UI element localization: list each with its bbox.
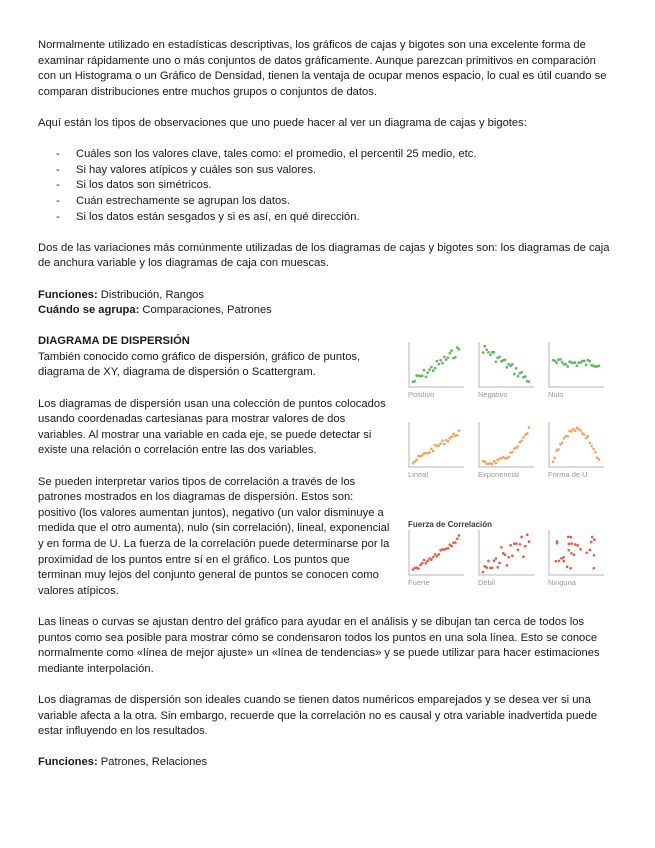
scatter-point [448,352,451,355]
scatter-point [491,567,494,570]
scatter-thumbnail-plot [548,530,604,576]
scatter-point [574,543,577,546]
scatter-thumbnail-plot [408,422,464,468]
scatter-point [423,369,426,372]
scatter-point [590,445,593,448]
correlation-strength-title: Fuerza de Correlación [408,520,493,530]
scatter-point [432,370,435,373]
scatter-thumbnails-figure [408,342,618,602]
scatter-point [593,539,596,542]
scatter-point [504,554,507,557]
scatter-point [526,433,529,436]
thumbnail-label: Fuerte [408,578,430,588]
scatter-point [493,560,496,563]
scatter-point [588,360,591,363]
scatter-thumbnail-plot [478,422,534,468]
scatter-point [447,440,450,443]
scatter-thumbnail [548,342,604,400]
observations-list [38,147,616,225]
scatter-point [554,560,557,563]
scatter-point [417,568,420,571]
scatter-point [568,543,571,546]
functions-value: Distribución, Rangos [97,288,205,301]
scatter-point [430,448,433,451]
scatter-point [434,367,437,370]
grouped-value: Comparaciones, Patrones [139,304,272,317]
scatter-point [498,356,501,359]
scatter-point [447,547,450,550]
thumbnail-label: Positivo [408,390,435,400]
scatter-point [515,543,518,546]
list-item: - Si los datos son simétricos. [56,178,616,194]
thumbnail-label: Lineal [408,470,429,480]
scatter-point [423,559,426,562]
scatter-point [482,352,485,355]
scatter-point [430,559,433,562]
scatter-point [579,429,582,432]
scatter-point [506,366,509,369]
scatter-thumbnail [548,530,604,588]
scatter-paragraph-4: Las líneas o curvas se ajustan dentro del gráfico para ayudar en el análisis y se dibujan tan cerca de todos los puntos como sea posible para mostrar cómo se condensaron todos los puntos en una sola línea. Esto se conoce normalmente como «línea de mejor ajuste» un «línea de tendencias» y se puede utilizar para hacer estimaciones mediante interpolación. [38,615,600,675]
scatter-point [574,430,577,433]
scatter-paragraph-2: Los diagramas de dispersión usan una colección de puntos colocados usando coordenadas cartesianas para mostrar valores de dos variables. Al mostrar una variable en cada eje, se puede detectar si existe una relación o correlación entre las dos variables. [38,397,386,457]
scatter-point [504,359,507,362]
scatter-point [517,375,520,378]
scatter-point [498,562,501,565]
scatter-thumbnail [408,422,464,480]
scatter-point [585,364,588,367]
functions-label: Funciones: [38,288,98,301]
scatter-point [421,562,424,565]
variations-paragraph: Dos de las variaciones más comúnmente utilizadas de los diagramas de cajas y bigotes son: los diagramas de caja de anchura variable y los diagramas de caja con muescas. [38,241,610,270]
scatter-section [38,334,616,599]
scatter-point [520,371,523,374]
scatter-point [443,443,446,446]
document-page [38,38,616,771]
thumbnail-label: Débil [478,578,496,588]
scatter-point [561,442,564,445]
scatter-point [558,560,561,563]
list-item: - Si hay valores atípicos y cuáles son sus valores. [56,163,616,179]
scatter-point [566,566,569,569]
scatter-point [482,571,485,574]
scatter-point [517,549,520,552]
scatter-point [576,544,579,547]
scatter-point [483,461,486,464]
scatter-point [591,536,594,539]
scatter-point [570,430,573,433]
scatter-point [432,450,435,453]
scatter-point [511,451,514,454]
scatter-functions-value: Patrones, Relaciones [97,756,208,769]
scatter-point [590,541,593,544]
scatter-point [415,459,418,462]
scatter-thumbnail-plot [408,530,464,576]
scatter-point [443,356,446,359]
scatter-point [496,566,499,569]
scatter-point [506,564,509,567]
scatter-point [576,365,579,368]
scatter-point [559,358,562,361]
scatter-point [556,542,559,545]
scatter-point [565,363,568,366]
scatter-point [592,448,595,451]
scatter-point [447,357,450,360]
intro-paragraph: Normalmente utilizado en estadísticas descriptivas, los gráficos de cajas y bigotes son una excelente forma de examinar rápidamente uno o más conjuntos de datos gráficamente. Aunque parezcan primitivos en comparación con un Histograma o un Gráfico de Densidad, tienen la ventaja de ocupar menos espacio, lo cual es útil cuando se comparan distribuciones entre muchos grupos o conjuntos de datos. [38,39,607,98]
scatter-point [594,451,597,454]
scatter-paragraph-5: Los diagramas de dispersión son ideales cuando se tienen datos numéricos emparejados y se desea ver si una variable afecta a la otra. Sin embargo, recuerde que la correlación no es causal y otra variable inadvertida puede estar influyendo en los resultados. [38,693,598,738]
thumbnail-axes [409,342,464,387]
scatter-point [458,534,461,537]
scatter-point [528,541,531,544]
scatter-point [458,348,461,351]
scatter-point [562,560,565,563]
scatter-thumbnail [548,422,604,480]
scatter-point [425,562,428,565]
thumbnail-label: Nulo [548,390,564,400]
scatter-point [428,369,431,372]
scatter-thumbnail-plot [478,342,534,388]
scatter-point [555,362,558,365]
scatter-point [593,554,596,557]
scatter-point [487,560,490,563]
scatter-point [493,460,496,463]
scatter-point [557,448,560,451]
scatter-point [570,543,573,546]
scatter-paragraph-1: También conocido como gráfico de dispersión, gráfico de puntos, diagrama de XY, diagrama de dispersión o Scattergram. [38,350,361,379]
scatter-point [507,556,510,559]
thumbnail-axes [549,530,604,575]
scatter-point [439,359,442,362]
scatter-point [450,545,453,548]
list-item: - Cuáles son los valores clave, tales como: el promedio, el percentil 25 medio, etc. [56,147,616,163]
scatter-paragraph-3: Se pueden interpretar varios tipos de correlación a través de los patrones mostrados en los diagramas de dispersión. Estos son: positivo (los valores aumentan juntos), negativo (un valor disminuye a medida que el otro aumenta), nulo (sin correlación), lineal, exponencial y en forma de U. La fuerza de la correlación puede determinarse por la proximidad de los puntos entre sí en el gráfico. Los puntos que terminan muy lejos del conjunto general de puntos se conocen como valores atípicos. [38,475,390,597]
scatter-point [458,430,461,433]
scatter-point [517,445,520,448]
thumbnail-axes [479,422,534,467]
scatter-point [592,567,595,570]
scatter-point [566,366,569,369]
scatter-thumbnail-plot [548,422,604,468]
scatter-point [522,556,525,559]
scatter-point [445,359,448,362]
scatter-point [454,356,457,359]
scatter-thumbnail-plot [548,342,604,388]
scatter-point [567,536,570,539]
scatter-point [561,361,564,364]
scatter-point [413,380,416,383]
scatter-functions-label: Funciones: [38,756,98,769]
scatter-point [563,437,566,440]
scatter-point [579,548,582,551]
scatter-point [562,556,565,559]
scatter-point [528,426,531,429]
scatter-thumbnail [478,530,534,588]
scatter-point [509,544,512,547]
scatter-point [495,361,498,364]
thumbnail-label: Exponencial [478,470,519,480]
grouped-line [38,303,616,319]
scatter-point [570,536,573,539]
scatter-point [428,451,431,454]
scatter-point [511,363,514,366]
list-item: - Cuán estrechamente se agrupan los datos. [56,194,616,210]
list-item: - Si los datos están sesgados y si es así, en qué dirección. [56,210,616,226]
scatter-point [485,567,488,570]
scatter-point [456,434,459,437]
scatter-point [456,538,459,541]
scatter-point [511,555,514,558]
scatter-point [483,345,486,348]
scatter-point [566,435,569,438]
scatter-point [491,463,494,466]
scatter-thumbnail-plot [478,530,534,576]
thumbnail-label: Ninguna [548,578,576,588]
thumbnail-label: Negativo [478,390,508,400]
scatter-point [437,363,440,366]
scatter-point [489,354,492,357]
scatter-text-column [38,334,390,599]
scatter-point [450,350,453,353]
scatter-point [553,457,556,460]
scatter-point [507,456,510,459]
scatter-point [450,436,453,439]
section-heading: DIAGRAMA DE DISPERSIÓN [38,335,190,348]
scatter-point [495,558,498,561]
grouped-label: Cuándo se agrupa: [38,304,140,317]
scatter-point [583,434,586,437]
scatter-point [598,365,601,368]
scatter-point [493,351,496,354]
scatter-point [500,546,503,549]
scatter-point [518,543,521,546]
scatter-point [520,440,523,443]
scatter-thumbnail [408,530,464,588]
scatter-point [598,458,601,461]
scatter-point [569,567,572,570]
scatter-point [528,380,531,383]
scatter-point [570,552,573,555]
scatter-point [436,360,439,363]
scatter-point [426,560,429,563]
scatter-thumbnail [478,422,534,480]
scatter-point [524,545,527,548]
scatter-point [587,435,590,438]
scatter-point [441,362,444,365]
scatter-point [520,536,523,539]
scatter-point [485,349,488,352]
scatter-point [430,366,433,369]
scatter-point [513,373,516,376]
scatter-point [515,367,518,370]
scatter-point [589,549,592,552]
scatter-thumbnail [408,342,464,400]
scatter-point [452,433,455,436]
scatter-point [552,461,555,464]
scatter-point [526,534,529,537]
scatter-point [439,443,442,446]
scatter-point [522,436,525,439]
scatter-point [588,442,591,445]
scatter-point [573,554,576,557]
observations-lead: Aquí están los tipos de observaciones que uno puede hacer al ver un diagrama de cajas y bigotes: [38,116,527,129]
scatter-point [567,549,570,552]
scatter-thumbnail [478,342,534,400]
scatter-point [583,360,586,363]
scatter-point [524,375,527,378]
scatter-point [426,372,429,375]
scatter-point [454,541,457,544]
scatter-point [585,552,588,555]
scatter-point [441,440,444,443]
scatter-point [437,553,440,556]
scatter-point [574,361,577,364]
scatter-point [425,376,428,379]
scatter-point [421,375,424,378]
scatter-functions-line [38,755,616,771]
functions-line [38,288,616,304]
scatter-point [487,351,490,354]
scatter-point [432,556,435,559]
thumbnail-label: Forma de U [548,470,588,480]
scatter-point [495,462,498,465]
scatter-thumbnail-plot [408,342,464,388]
